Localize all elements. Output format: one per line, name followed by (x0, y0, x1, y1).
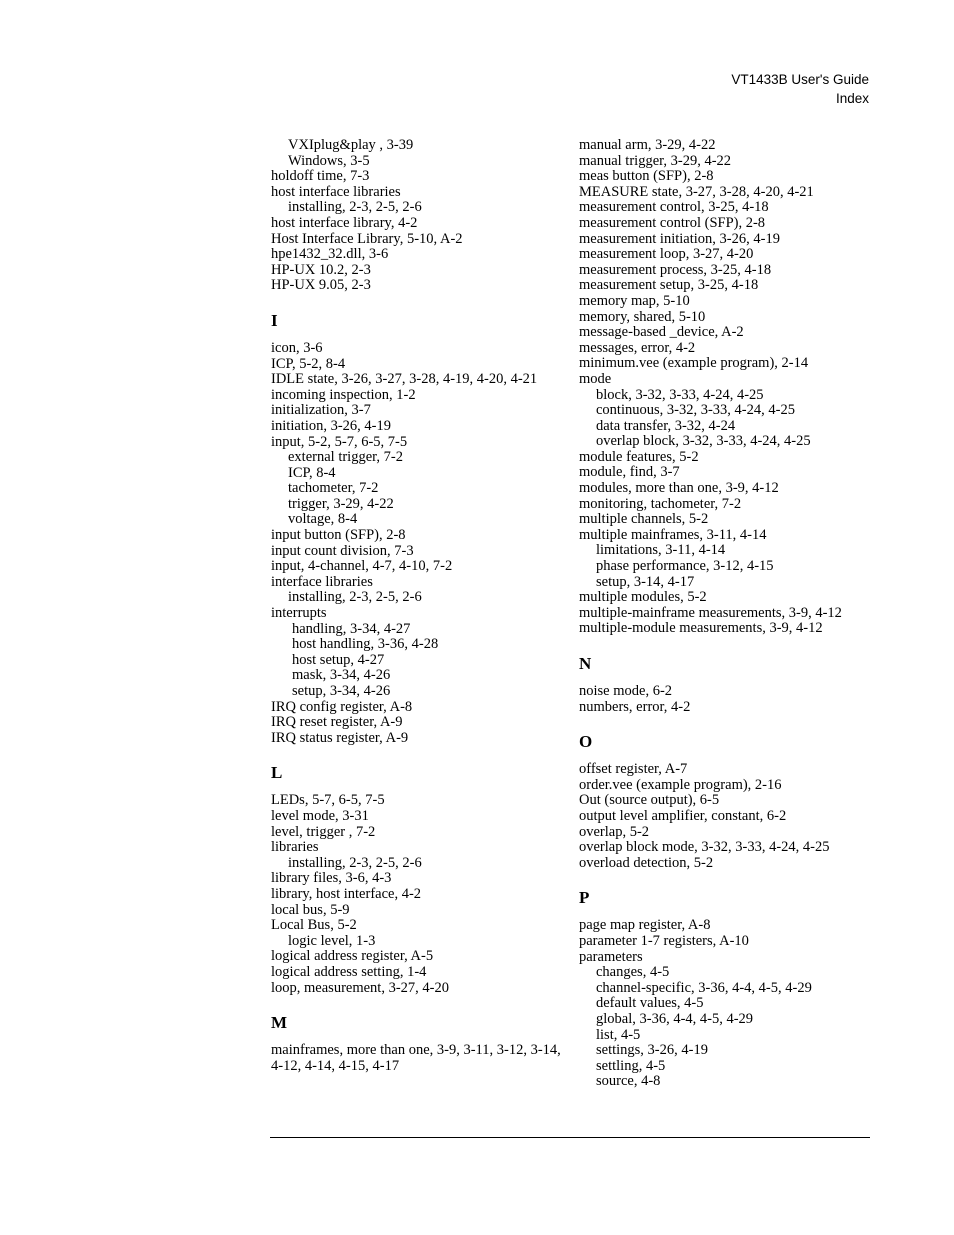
index-entry: mainframes, more than one, 3-9, 3-11, 3-12, 3-14, 4-12, 4-14, 4-15, 4-17 (271, 1042, 561, 1074)
index-subentry: setup, 3-34, 4-26 (292, 683, 391, 699)
index-entry: message-based _device, A-2 (579, 324, 744, 341)
index-entry: overlap block mode, 3-32, 3-33, 4-24, 4-25 (579, 839, 830, 856)
index-entry: input count division, 7-3 (271, 542, 414, 559)
index-entry: IRQ reset register, A-9 (271, 714, 403, 731)
index-entry: module, find, 3-7 (579, 464, 680, 481)
index-entry: measurement control (SFP), 2-8 (579, 214, 766, 231)
index-entry: input, 4-channel, 4-7, 4-10, 7-2 (271, 558, 453, 575)
index-subentry: source, 4-8 (596, 1073, 661, 1090)
index-subentry: block, 3-32, 3-33, 4-24, 4-25 (596, 386, 764, 403)
index-entry: HP-UX 10.2, 2-3 (271, 261, 371, 278)
index-entry: local bus, 5-9 (271, 901, 350, 918)
index-entry: icon, 3-6 (271, 339, 323, 356)
index-entry: IRQ status register, A-9 (271, 729, 409, 746)
index-subentry: changes, 4-5 (596, 964, 670, 981)
index-entry: overload detection, 5-2 (579, 854, 714, 871)
index-entry: initialization, 3-7 (271, 402, 371, 419)
index-entry: multiple-mainframe measurements, 3-9, 4-12 (579, 604, 842, 621)
index-subentry: overlap block, 3-32, 3-33, 4-24, 4-25 (596, 433, 811, 450)
index-entry: page map register, A-8 (579, 917, 711, 934)
index-entry: numbers, error, 4-2 (579, 698, 691, 715)
index-entry: meas button (SFP), 2-8 (579, 168, 714, 185)
index-subentry: mask, 3-34, 4-26 (292, 667, 391, 684)
index-subentry: settings, 3-26, 4-19 (596, 1042, 708, 1059)
index-subentry: default values, 4-5 (596, 995, 704, 1012)
index-subentry: VXIplug&play , 3-39 (288, 137, 414, 153)
index-entry: IRQ config register, A-8 (271, 698, 413, 715)
index-entry: module features, 5-2 (579, 448, 699, 465)
index-entry: mode (579, 370, 612, 387)
index-subentry: continuous, 3-32, 3-33, 4-24, 4-25 (596, 402, 795, 419)
index-subentry: voltage, 8-4 (288, 511, 358, 528)
index-entry: minimum.vee (example program), 2-14 (579, 355, 809, 372)
index-entry: input button (SFP), 2-8 (271, 527, 406, 544)
index-subentry: installing, 2-3, 2-5, 2-6 (288, 854, 422, 871)
index-entry: measurement setup, 3-25, 4-18 (579, 277, 759, 294)
index-entry: multiple channels, 5-2 (579, 511, 709, 528)
index-entry: multiple modules, 5-2 (579, 589, 707, 606)
index-entry: interrupts (271, 605, 327, 622)
index-entry: output level amplifier, constant, 6-2 (579, 807, 787, 824)
index-subentry: global, 3-36, 4-4, 4-5, 4-29 (596, 1010, 754, 1027)
index-subentry: tachometer, 7-2 (288, 480, 379, 497)
index-entry: offset register, A-7 (579, 761, 688, 778)
index-entry: parameters (579, 948, 643, 965)
guide-title: VT1433B User's Guide (731, 72, 869, 87)
index-entry: Local Bus, 5-2 (271, 917, 357, 934)
index-section-letter: O (579, 732, 593, 752)
index-entry: overlap, 5-2 (579, 823, 650, 840)
index-subentry: Windows, 3-5 (288, 152, 370, 169)
footer-rule (270, 1137, 870, 1138)
index-entry: libraries (271, 839, 319, 856)
index-entry: library, host interface, 4-2 (271, 885, 422, 902)
index-entry: manual arm, 3-29, 4-22 (579, 137, 716, 153)
section-title: Index (835, 91, 869, 106)
index-entry: multiple mainframes, 3-11, 4-14 (579, 526, 767, 543)
index-entry: manual trigger, 3-29, 4-22 (579, 152, 732, 169)
index-entry: incoming inspection, 1-2 (271, 386, 416, 403)
index-entry: measurement initiation, 3-26, 4-19 (579, 230, 780, 247)
index-entry: memory, shared, 5-10 (579, 308, 706, 325)
index-entry: Host Interface Library, 5-10, A-2 (271, 230, 463, 247)
index-entry: monitoring, tachometer, 7-2 (579, 495, 742, 512)
index-entry: library files, 3-6, 4-3 (271, 870, 392, 887)
index-section-letter: P (579, 888, 590, 908)
index-subentry: logic level, 1-3 (288, 932, 376, 949)
index-entry: modules, more than one, 3-9, 4-12 (579, 480, 779, 497)
index-entry: multiple-module measurements, 3-9, 4-12 (579, 620, 823, 637)
index-entry: level, trigger , 7-2 (271, 823, 376, 840)
index-entry: interface libraries (271, 573, 373, 590)
index-entry: logical address setting, 1-4 (271, 963, 427, 980)
index-entry: hpe1432_32.dll, 3-6 (271, 246, 389, 263)
index-entry: LEDs, 5-7, 6-5, 7-5 (271, 792, 385, 809)
index-entry: loop, measurement, 3-27, 4-20 (271, 979, 449, 996)
index-entry: host interface libraries (271, 183, 401, 200)
index-entry: logical address register, A-5 (271, 948, 434, 965)
index-entry: noise mode, 6-2 (579, 683, 673, 699)
index-subentry: external trigger, 7-2 (288, 449, 403, 466)
index-section-letter: M (271, 1013, 288, 1033)
index-subentry: list, 4-5 (596, 1026, 641, 1043)
index-section-letter: I (271, 310, 278, 330)
index-entry: MEASURE state, 3-27, 3-28, 4-20, 4-21 (579, 183, 814, 200)
index-subentry: host setup, 4-27 (292, 651, 385, 668)
index-subentry: handling, 3-34, 4-27 (292, 620, 411, 637)
index-entry: messages, error, 4-2 (579, 339, 696, 356)
index-entry: parameter 1-7 registers, A-10 (579, 932, 749, 949)
index-subentry: channel-specific, 3-36, 4-4, 4-5, 4-29 (596, 979, 812, 996)
index-entry: host interface library, 4-2 (271, 214, 418, 231)
index-section-letter: L (271, 763, 283, 783)
index-entry: ICP, 5-2, 8-4 (271, 355, 346, 372)
index-subentry: settling, 4-5 (596, 1057, 666, 1074)
index-entry: measurement control, 3-25, 4-18 (579, 199, 769, 216)
index-column-right (579, 138, 879, 1090)
index-subentry: installing, 2-3, 2-5, 2-6 (288, 589, 422, 606)
index-section-letter: N (579, 654, 592, 673)
index-subentry: setup, 3-14, 4-17 (596, 573, 695, 590)
index-entry: input, 5-2, 5-7, 6-5, 7-5 (271, 433, 408, 450)
index-entry: IDLE state, 3-26, 3-27, 3-28, 4-19, 4-20, 4-21 (271, 371, 538, 388)
index-subentry: host handling, 3-36, 4-28 (292, 636, 439, 653)
index-subentry: phase performance, 3-12, 4-15 (596, 558, 774, 575)
index-entry: holdoff time, 7-3 (271, 168, 370, 185)
index-subentry: trigger, 3-29, 4-22 (288, 495, 394, 512)
index-entry: level mode, 3-31 (271, 807, 369, 824)
index-entry: order.vee (example program), 2-16 (579, 776, 782, 793)
index-entry: measurement loop, 3-27, 4-20 (579, 246, 754, 263)
index-subentry: ICP, 8-4 (288, 464, 336, 481)
index-entry: HP-UX 9.05, 2-3 (271, 277, 371, 294)
index-subentry: data transfer, 3-32, 4-24 (596, 417, 736, 434)
index-entry: Out (source output), 6-5 (579, 792, 720, 809)
page-header (731, 70, 869, 108)
index-entry: initiation, 3-26, 4-19 (271, 417, 392, 434)
index-subentry: limitations, 3-11, 4-14 (596, 542, 726, 559)
index-column-left (271, 138, 561, 1074)
index-entry: memory map, 5-10 (579, 292, 690, 309)
index-entry: measurement process, 3-25, 4-18 (579, 261, 772, 278)
index-subentry: installing, 2-3, 2-5, 2-6 (288, 199, 422, 216)
